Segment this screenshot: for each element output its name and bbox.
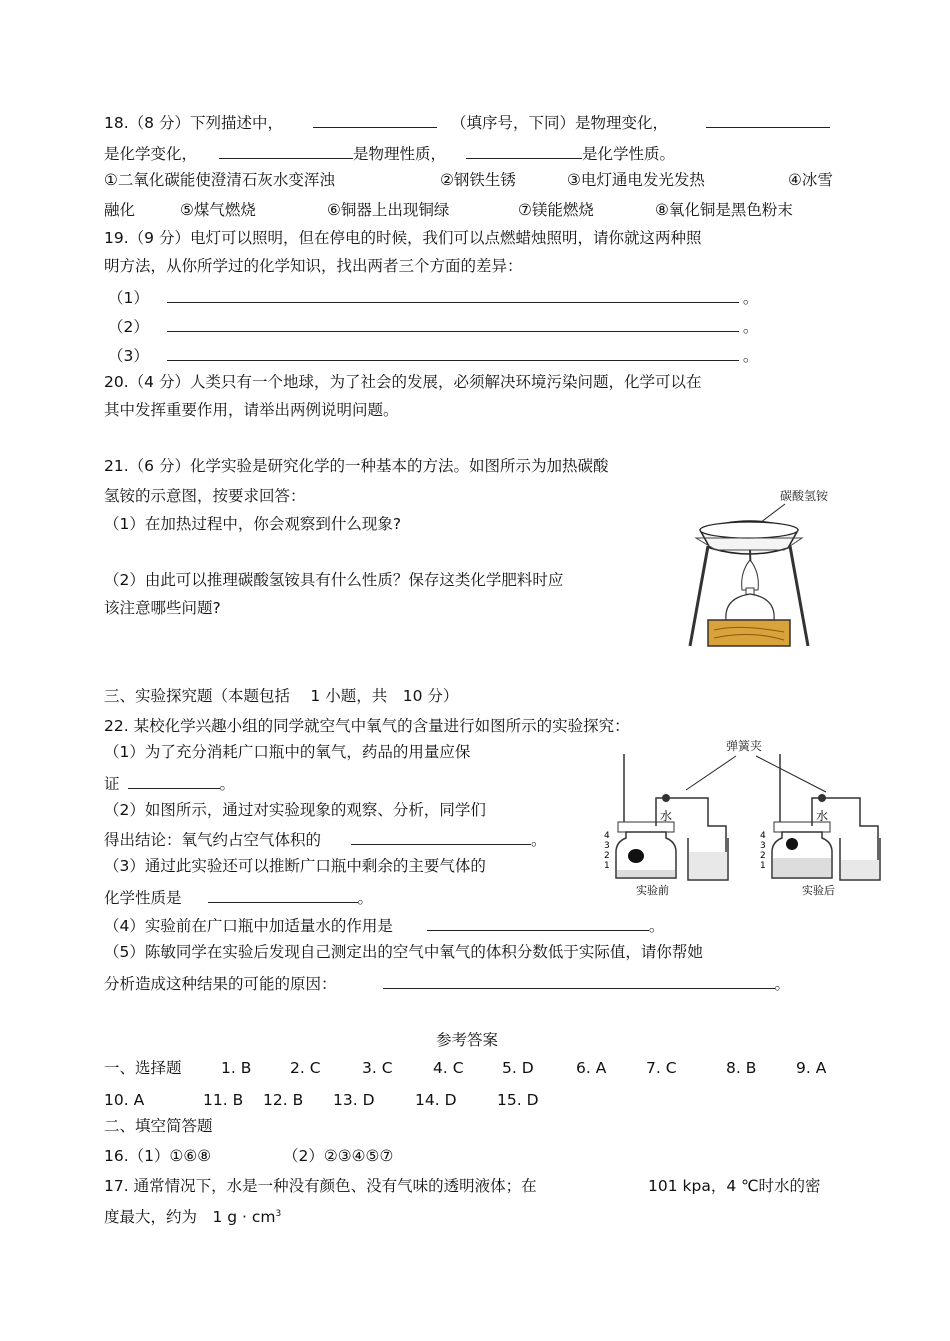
q18-item-2: ②钢铁生锈 xyxy=(440,171,516,189)
q22-blank-2[interactable] xyxy=(351,828,531,845)
phosphorus-before xyxy=(628,849,644,863)
water-label-after: 水 xyxy=(816,809,829,823)
scale-3-after: 3 xyxy=(760,841,766,851)
q22-text-10b: 。 xyxy=(774,975,791,993)
q19-blank-3[interactable] xyxy=(167,344,739,361)
alcohol-lamp xyxy=(726,594,774,620)
answer-17-sup: 3 xyxy=(275,1209,282,1219)
answer-1: 1. B xyxy=(221,1059,252,1077)
answer-2: 2. C xyxy=(290,1059,321,1077)
scale-2-after: 2 xyxy=(760,851,766,861)
q19-line1: 19.（9 分）电灯可以照明，但在停电的时候，我们可以点燃蜡烛照明，请你就这两种照 xyxy=(104,229,702,247)
q20-line1: 20.（4 分）人类只有一个地球，为了社会的发展，必须解决环境污染问题，化学可以在 xyxy=(104,373,702,391)
q21-line2: 氢铵的示意图，按要求回答： xyxy=(104,487,306,505)
q21-line5: 该注意哪些问题? xyxy=(104,599,221,617)
q18-item-6: ⑥铜器上出现铜绿 xyxy=(327,201,450,219)
q22-line2: （1）为了充分消耗广口瓶中的氧气，药品的用量应保 xyxy=(104,743,471,761)
answer-13: 13. D xyxy=(333,1091,375,1109)
clip-pointer-left xyxy=(686,756,736,790)
clip-before xyxy=(662,794,670,802)
q18-text-b: （填序号，下同）是物理变化， xyxy=(450,114,668,132)
q22-line9: （5）陈敏同学在实验后发现自己测定出的空气中氧气的体积分数低于实际值，请你帮她 xyxy=(104,943,703,961)
clip-pointer-right xyxy=(756,756,826,792)
q22-line3 xyxy=(104,772,235,794)
answer-16-part1: 16.（1）①⑥⑧ xyxy=(104,1147,212,1165)
fig-label-ammonium-bicarbonate: 碳酸氢铵 xyxy=(780,489,829,503)
q18-blank-chemical-change[interactable] xyxy=(706,111,830,128)
answer-17-part3 xyxy=(104,1204,281,1227)
section-3-title: 三、实验探究题（本题包括 1 小题，共 10 分） xyxy=(104,687,459,705)
q18-text-d: 是物理性质， xyxy=(353,145,447,163)
answer-6: 6. A xyxy=(576,1059,607,1077)
beaker-water-before xyxy=(689,852,727,879)
scale-1-after: 1 xyxy=(760,861,766,871)
flame xyxy=(742,560,759,590)
setup-after xyxy=(760,754,880,897)
q19-end-1: 。 xyxy=(742,289,759,307)
q18-blank-physical-property[interactable] xyxy=(219,142,353,159)
water-after xyxy=(773,858,831,877)
tripod-leg-left xyxy=(690,546,708,646)
answer-10: 10. A xyxy=(104,1091,145,1109)
dish-rim xyxy=(700,522,798,538)
q22-text-3a: 证 xyxy=(104,775,120,793)
clip-after xyxy=(818,794,826,802)
q22-text-8a: （4）实验前在广口瓶中加适量水的作用是 xyxy=(104,917,393,935)
q19-answer-3 xyxy=(108,344,758,366)
q22-line8 xyxy=(104,914,664,936)
scale-4-after: 4 xyxy=(760,831,766,841)
q18-item-8: ⑧氧化铜是黑色粉末 xyxy=(655,201,793,219)
q22-line10 xyxy=(104,972,790,994)
tripod-leg-right xyxy=(790,546,808,646)
q22-line1: 22. 某校化学兴趣小组的同学就空气中氧气的含量进行如图所示的实验探究： xyxy=(104,717,630,735)
q22-text-5b: 。 xyxy=(531,831,547,849)
q18-item-1: ①二氧化碳能使澄清石灰水变浑浊 xyxy=(104,171,335,189)
q21-line1: 21.（6 分）化学实验是研究化学的一种基本的方法。如图所示为加热碳酸 xyxy=(104,457,609,475)
q18-text-c: 是化学变化， xyxy=(104,145,198,163)
q18-line1 xyxy=(104,111,830,133)
answer-14: 14. D xyxy=(415,1091,457,1109)
q18-item-5: ⑤煤气燃烧 xyxy=(180,201,256,219)
q22-text-7b: 。 xyxy=(357,889,374,907)
q22-blank-3[interactable] xyxy=(208,886,358,903)
q22-blank-5[interactable] xyxy=(383,972,775,989)
answer-12: 12. B xyxy=(263,1091,304,1109)
q22-line4: （2）如图所示，通过对实验现象的观察、分析，同学们 xyxy=(104,801,486,819)
scale-3-before: 3 xyxy=(604,841,610,851)
q22-text-7a: 化学性质是 xyxy=(104,889,182,907)
scale-4-before: 4 xyxy=(604,831,610,841)
q18-item-4-cont: 融化 xyxy=(104,201,136,219)
answer-11: 11. B xyxy=(203,1091,244,1109)
answer-17-density: 度最大，约为 1 g · cm xyxy=(104,1208,276,1227)
answers-title: 参考答案 xyxy=(436,1031,499,1049)
q18-item-3: ③电灯通电发光发热 xyxy=(567,171,705,189)
answer-8: 8. B xyxy=(726,1059,757,1077)
water-label-before: 水 xyxy=(660,809,673,823)
label-after: 实验后 xyxy=(802,884,835,897)
q19-blank-2[interactable] xyxy=(167,315,739,332)
answers-section-1: 一、选择题 xyxy=(104,1059,182,1077)
q22-line7 xyxy=(104,886,373,908)
answer-16-part2: （2）②③④⑤⑦ xyxy=(283,1147,394,1165)
q19-num-2: （2） xyxy=(108,318,149,336)
answer-17-part1: 17. 通常情况下，水是一种没有颜色、没有气味的透明液体；在 xyxy=(104,1177,537,1195)
stopper-after xyxy=(774,822,830,832)
answers-section-2: 二、填空简答题 xyxy=(104,1117,213,1135)
q22-text-8b: 。 xyxy=(648,917,665,935)
beaker-water-after xyxy=(841,860,879,879)
q22-line5 xyxy=(104,828,547,850)
answer-9: 9. A xyxy=(796,1059,827,1077)
q18-text-a: 18.（8 分）下列描述中， xyxy=(104,114,283,132)
q20-line2: 其中发挥重要作用，请举出两例说明问题。 xyxy=(104,401,399,419)
q19-end-3: 。 xyxy=(742,347,759,365)
q18-line2 xyxy=(104,142,675,164)
q21-line3: （1）在加热过程中，你会观察到什么现象? xyxy=(104,515,402,533)
answer-15: 15. D xyxy=(497,1091,539,1109)
q18-blank-physical-change[interactable] xyxy=(313,111,437,128)
oxygen-experiment-figure xyxy=(596,734,886,900)
q19-end-2: 。 xyxy=(742,318,759,336)
answer-17-part2: 101 kpa，4 ℃时水的密 xyxy=(648,1177,821,1195)
answer-7: 7. C xyxy=(646,1059,677,1077)
answer-5: 5. D xyxy=(502,1059,534,1077)
heating-apparatus-figure xyxy=(680,480,860,652)
answer-3: 3. C xyxy=(362,1059,393,1077)
scale-1-before: 1 xyxy=(604,861,610,871)
q22-blank-4[interactable] xyxy=(427,914,649,931)
q18-item-4: ④冰雪 xyxy=(788,171,833,189)
q22-blank-1[interactable] xyxy=(128,772,220,789)
q19-num-1: （1） xyxy=(108,289,149,307)
wooden-block xyxy=(708,620,790,646)
q19-num-3: （3） xyxy=(108,347,149,365)
stopper-before xyxy=(618,822,674,832)
q22-line6: （3）通过此实验还可以推断广口瓶中剩余的主要气体的 xyxy=(104,857,486,875)
q18-item-7: ⑦镁能燃烧 xyxy=(518,201,594,219)
label-before: 实验前 xyxy=(636,884,669,897)
setup-before xyxy=(604,754,728,897)
q19-answer-1 xyxy=(108,286,758,308)
phosphorus-after xyxy=(786,838,798,850)
water-before xyxy=(617,870,675,877)
q22-text-3b: 。 xyxy=(219,775,236,793)
answer-4: 4. C xyxy=(433,1059,464,1077)
q22-text-10a: 分析造成这种结果的可能的原因： xyxy=(104,975,337,993)
q19-answer-2 xyxy=(108,315,758,337)
q19-blank-1[interactable] xyxy=(167,286,739,303)
q19-line2: 明方法，从你所学过的化学知识，找出两者三个方面的差异： xyxy=(104,257,523,275)
q21-line4: （2）由此可以推理碳酸氢铵具有什么性质？保存这类化学肥料时应 xyxy=(104,571,564,589)
fig-clip-label: 弹簧夹 xyxy=(726,739,763,753)
q18-blank-chemical-property[interactable] xyxy=(466,142,582,159)
scale-2-before: 2 xyxy=(604,851,610,861)
q18-text-e: 是化学性质。 xyxy=(582,145,676,163)
q22-text-5a: 得出结论：氧气约占空气体积的 xyxy=(104,831,322,849)
